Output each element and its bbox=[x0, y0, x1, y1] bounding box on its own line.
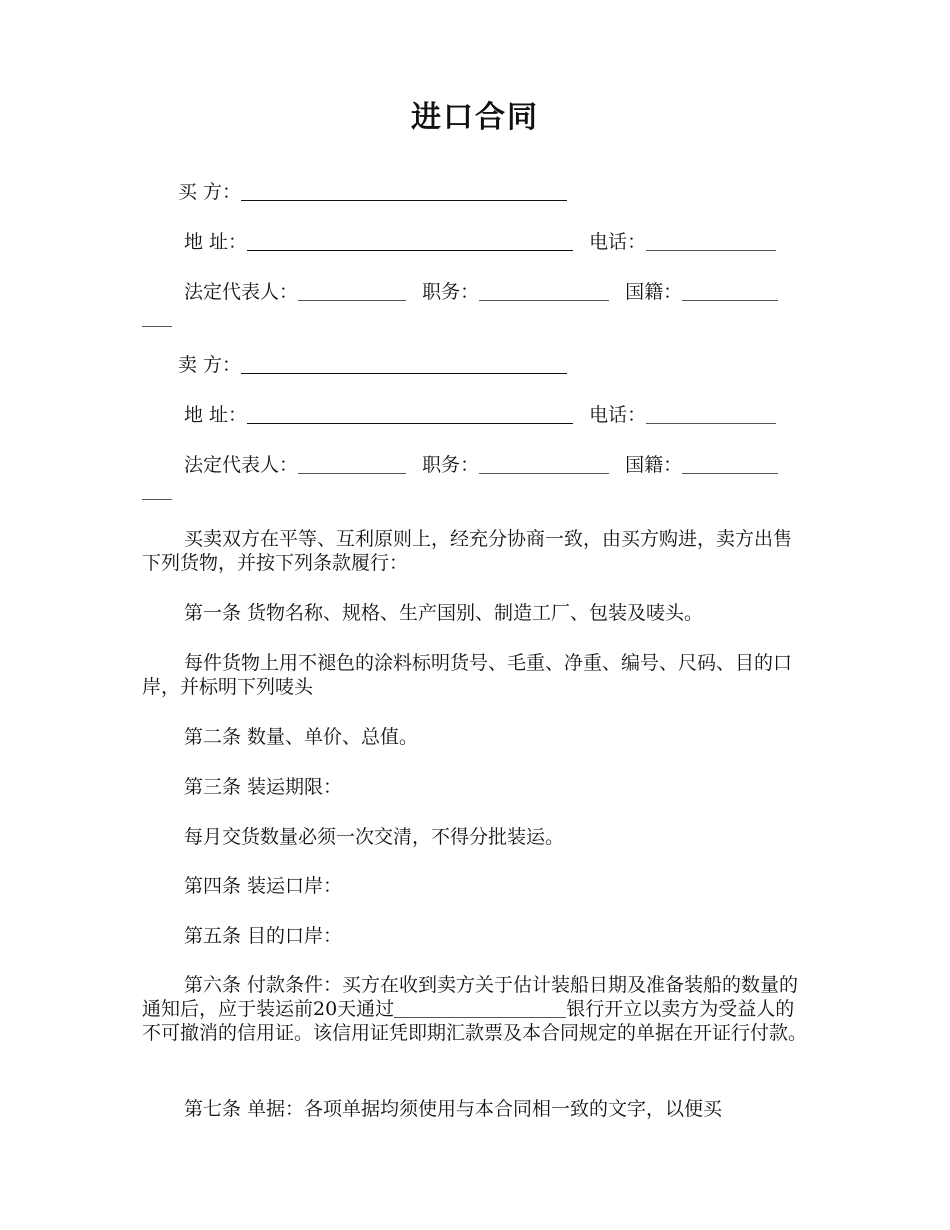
buyer-party-field[interactable] bbox=[241, 182, 567, 201]
article-1-note: 每件货物上用不褪色的涂料标明货号、毛重、净重、编号、尺码、目的口岸，并标明下列唛头 bbox=[142, 652, 793, 698]
article-2: 第二条 数量、单价、总值。 bbox=[184, 726, 419, 748]
article-7: 第七条 单据：各项单据均须使用与本合同相一致的文字，以便买 bbox=[184, 1098, 723, 1120]
buyer-position-label: 职务： bbox=[422, 281, 480, 303]
buyer-nationality-field-cont[interactable] bbox=[142, 308, 172, 327]
article-3: 第三条 装运期限： bbox=[184, 776, 343, 798]
seller-address-label: 地 址： bbox=[184, 404, 248, 426]
seller-rep-line bbox=[142, 453, 802, 477]
seller-nationality-label: 国籍： bbox=[625, 454, 683, 476]
seller-phone-field[interactable] bbox=[646, 405, 776, 424]
seller-nationality-field[interactable] bbox=[682, 455, 778, 474]
bank-name-field[interactable] bbox=[394, 999, 566, 1018]
seller-address-line bbox=[142, 403, 802, 427]
buyer-address-line bbox=[142, 230, 802, 254]
seller-rep-field[interactable] bbox=[298, 455, 406, 474]
seller-party-label: 卖 方： bbox=[178, 354, 242, 376]
article-4: 第四条 装运口岸： bbox=[184, 875, 343, 897]
article-1-note-paragraph bbox=[142, 651, 807, 699]
seller-position-label: 职务： bbox=[422, 454, 480, 476]
buyer-rep-line bbox=[142, 280, 802, 304]
buyer-address-field[interactable] bbox=[247, 232, 573, 251]
document-title: 进口合同 bbox=[411, 100, 539, 135]
article-6-part2: 银行开立以卖方为受益人的不可撤消的信用证。该信用证凭即期汇款票及本合同规定的单据在开证行付款。 bbox=[142, 998, 808, 1044]
article-1: 第一条 货物名称、规格、生产国别、制造工厂、包装及唛头。 bbox=[184, 602, 704, 624]
seller-address-field[interactable] bbox=[247, 405, 573, 424]
buyer-nationality-overflow bbox=[142, 306, 802, 330]
intro-text: 买卖双方在平等、互利原则上，经充分协商一致，由买方购进，卖方出售下列货物，并按下列条款履行： bbox=[142, 528, 793, 574]
seller-position-field[interactable] bbox=[479, 455, 609, 474]
buyer-phone-label: 电话： bbox=[589, 231, 647, 253]
buyer-position-field[interactable] bbox=[479, 282, 609, 301]
article-5: 第五条 目的口岸： bbox=[184, 925, 343, 947]
buyer-rep-label: 法定代表人： bbox=[184, 281, 299, 303]
buyer-party-line bbox=[142, 180, 802, 204]
buyer-nationality-label: 国籍： bbox=[625, 281, 683, 303]
seller-rep-label: 法定代表人： bbox=[184, 454, 299, 476]
article-3-note: 每月交货数量必须一次交清，不得分批装运。 bbox=[184, 826, 565, 848]
seller-nationality-field-cont[interactable] bbox=[142, 481, 172, 500]
buyer-nationality-field[interactable] bbox=[682, 282, 778, 301]
seller-party-line bbox=[142, 353, 802, 377]
article-6-part1: 第六条 付款条件：买方在收到卖方关于估计装船日期及准备装船的数量的通知后，应于装运前20天通过 bbox=[142, 974, 799, 1020]
buyer-party-label: 买 方： bbox=[178, 181, 242, 203]
seller-nationality-overflow bbox=[142, 479, 802, 503]
intro-paragraph bbox=[142, 527, 807, 575]
article-6-paragraph bbox=[142, 973, 807, 1045]
buyer-rep-field[interactable] bbox=[298, 282, 406, 301]
seller-phone-label: 电话： bbox=[589, 404, 647, 426]
buyer-phone-field[interactable] bbox=[646, 232, 776, 251]
seller-party-field[interactable] bbox=[241, 355, 567, 374]
buyer-address-label: 地 址： bbox=[184, 231, 248, 253]
